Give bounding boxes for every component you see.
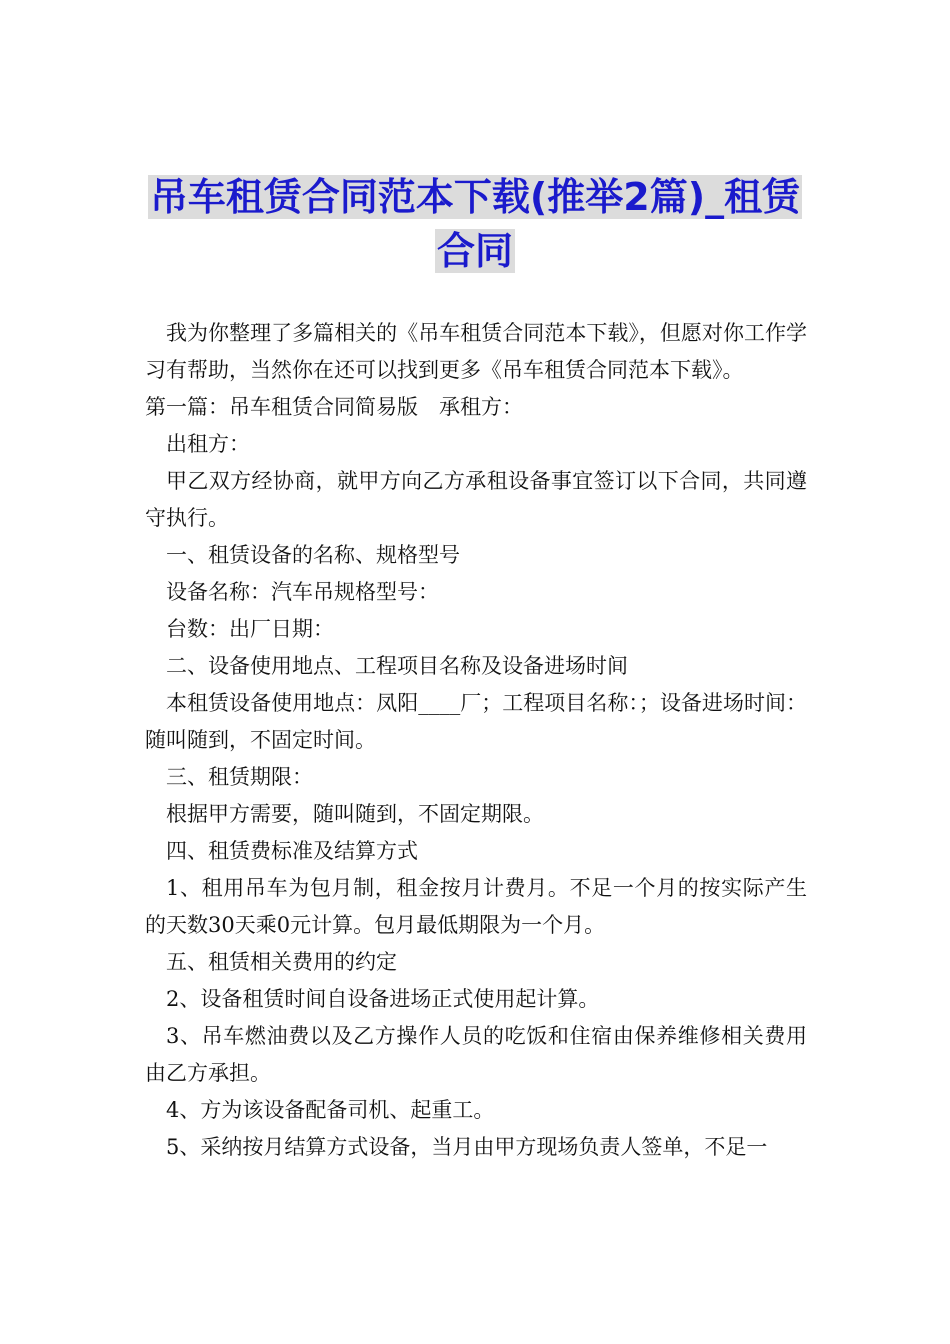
paragraph: 设备名称：汽车吊规格型号： xyxy=(166,580,439,604)
paragraph: 五、租赁相关费用的约定 xyxy=(166,950,397,974)
paragraph: 第一篇：吊车租赁合同简易版 承租方： xyxy=(145,395,523,419)
title-block xyxy=(140,170,810,278)
paragraph: 出租方： xyxy=(166,432,250,456)
paragraph: 根据甲方需要，随叫随到，不固定期限。 xyxy=(166,802,544,826)
paragraph: 四、租赁费标准及结算方式 xyxy=(166,839,418,863)
paragraph: 台数：出厂日期： xyxy=(166,617,334,641)
paragraph: 4、方为该设备配备司机、起重工。 xyxy=(166,1098,495,1122)
page-title: 吊车租赁合同范本下载(推举2篇)_租赁合同 xyxy=(149,175,801,273)
paragraph: 三、租赁期限： xyxy=(166,765,313,789)
paragraph: 我为你整理了多篇相关的《吊车租赁合同范本下载》，但愿对你工作学习有帮助，当然你在还可以找到更多《吊车租赁合同范本下载》。 xyxy=(145,321,807,382)
paragraph: 一、租赁设备的名称、规格型号 xyxy=(166,543,460,567)
paragraph: 二、设备使用地点、工程项目名称及设备进场时间 xyxy=(166,654,628,678)
paragraph: 3、吊车燃油费以及乙方操作人员的吃饭和住宿由保养维修相关费用由乙方承担。 xyxy=(145,1024,807,1085)
paragraph: 1、租用吊车为包月制，租金按月计费月。不足一个月的按实际产生的天数30天乘0元计算。包月最低期限为一个月。 xyxy=(145,876,807,937)
document-body xyxy=(145,315,807,1166)
paragraph: 5、采纳按月结算方式设备，当月由甲方现场负责人签单，不足一 xyxy=(166,1135,768,1159)
paragraph: 2、设备租赁时间自设备进场正式使用起计算。 xyxy=(166,987,600,1011)
paragraph: 本租赁设备使用地点：凤阳____厂；工程项目名称：；设备进场时间：随叫随到，不固定时间。 xyxy=(145,691,807,752)
paragraph: 甲乙双方经协商，就甲方向乙方承租设备事宜签订以下合同，共同遵守执行。 xyxy=(145,469,807,530)
